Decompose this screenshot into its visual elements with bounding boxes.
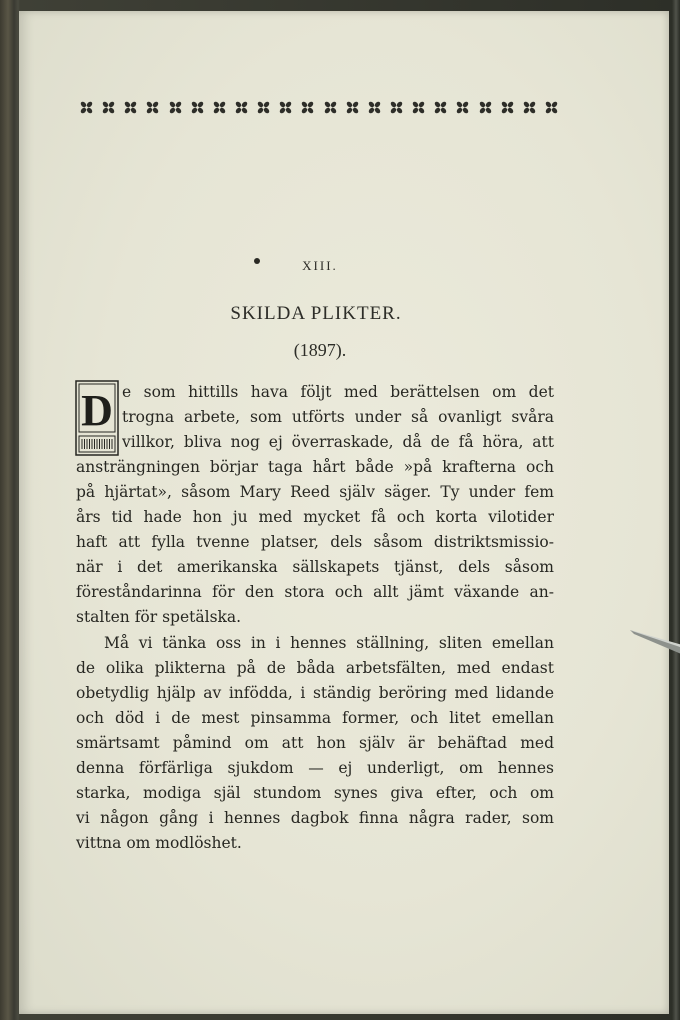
text-line: obetydlig hjälp av infödda, i ständig beröring med lidande [76,683,554,702]
text-line: Må vi tänka oss in i hennes ställning, sliten emellan [104,633,554,652]
drop-cap-letter: D [81,386,113,435]
text-line: denna förfärliga sjukdom — ej underligt, om hennes [76,758,554,777]
chapter-title: SKILDA PLIKTER. [230,303,402,324]
page-holder-pin [628,618,680,658]
text-line: ansträngningen börjar taga hårt både »på krafterna och [76,458,554,477]
drop-cap [75,380,119,456]
text-line: starka, modiga själ stundom synes giva efter, och om [76,783,554,802]
text-line: villkor, bliva nog ej överraskade, då de få höra, att [122,433,554,452]
fleuron-ornament-icon [323,100,338,115]
text-line: haft att fylla tvenne platser, dels såsom distriktsmissio- [76,533,554,552]
fleuron-ornament-icon [79,100,94,115]
fleuron-ornament-icon [544,100,559,115]
fleuron-ornament-icon [278,100,293,115]
fleuron-ornament-icon [500,100,515,115]
fleuron-ornament-icon [168,100,183,115]
fleuron-ornament-icon [145,100,160,115]
text-line: trogna arbete, som utförts under så ovanligt svåra [122,408,554,427]
text-line: års tid hade hon ju med mycket få och korta vilotider [76,508,554,527]
chapter-number: XIII. [302,258,338,273]
fleuron-ornament-icon [522,100,537,115]
fleuron-ornament-icon [123,100,138,115]
fleuron-ornament-icon [234,100,249,115]
fleuron-ornament-icon [212,100,227,115]
fleuron-ornament-icon [190,100,205,115]
fleuron-ornament-icon [433,100,448,115]
fleuron-ornament-icon [455,100,470,115]
fleuron-ornament-icon [367,100,382,115]
text-line: och död i de mest pinsamma former, och litet emellan [76,708,554,727]
text-line: smärtsamt påmind om att hon själv är behäftad med [76,733,554,752]
text-line: stalten för spetälska. [76,608,242,627]
text-line: föreståndarinna för den stora och allt jämt växande an- [76,583,554,602]
ornament-border [79,100,559,115]
fleuron-ornament-icon [411,100,426,115]
fleuron-ornament-icon [345,100,360,115]
chapter-year: (1897). [293,340,347,360]
text-line: vittna om modlöshet. [76,833,242,852]
text-line: på hjärtat», såsom Mary Reed själv säger. Ty under fem [76,483,554,502]
drop-cap-hatching [82,439,112,449]
fleuron-ornament-icon [101,100,116,115]
text-line: när i det amerikanska sällskapets tjänst, dels såsom [76,558,554,577]
text-line: de olika plikterna på de båda arbetsfälten, med endast [76,658,554,677]
fleuron-ornament-icon [389,100,404,115]
text-line: e som hittills hava följt med berättelsen om det [122,383,554,401]
text-line: vi någon gång i hennes dagbok finna några rader, som [76,808,554,827]
fleuron-ornament-icon [256,100,271,115]
fleuron-ornament-icon [478,100,493,115]
fleuron-ornament-icon [300,100,315,115]
